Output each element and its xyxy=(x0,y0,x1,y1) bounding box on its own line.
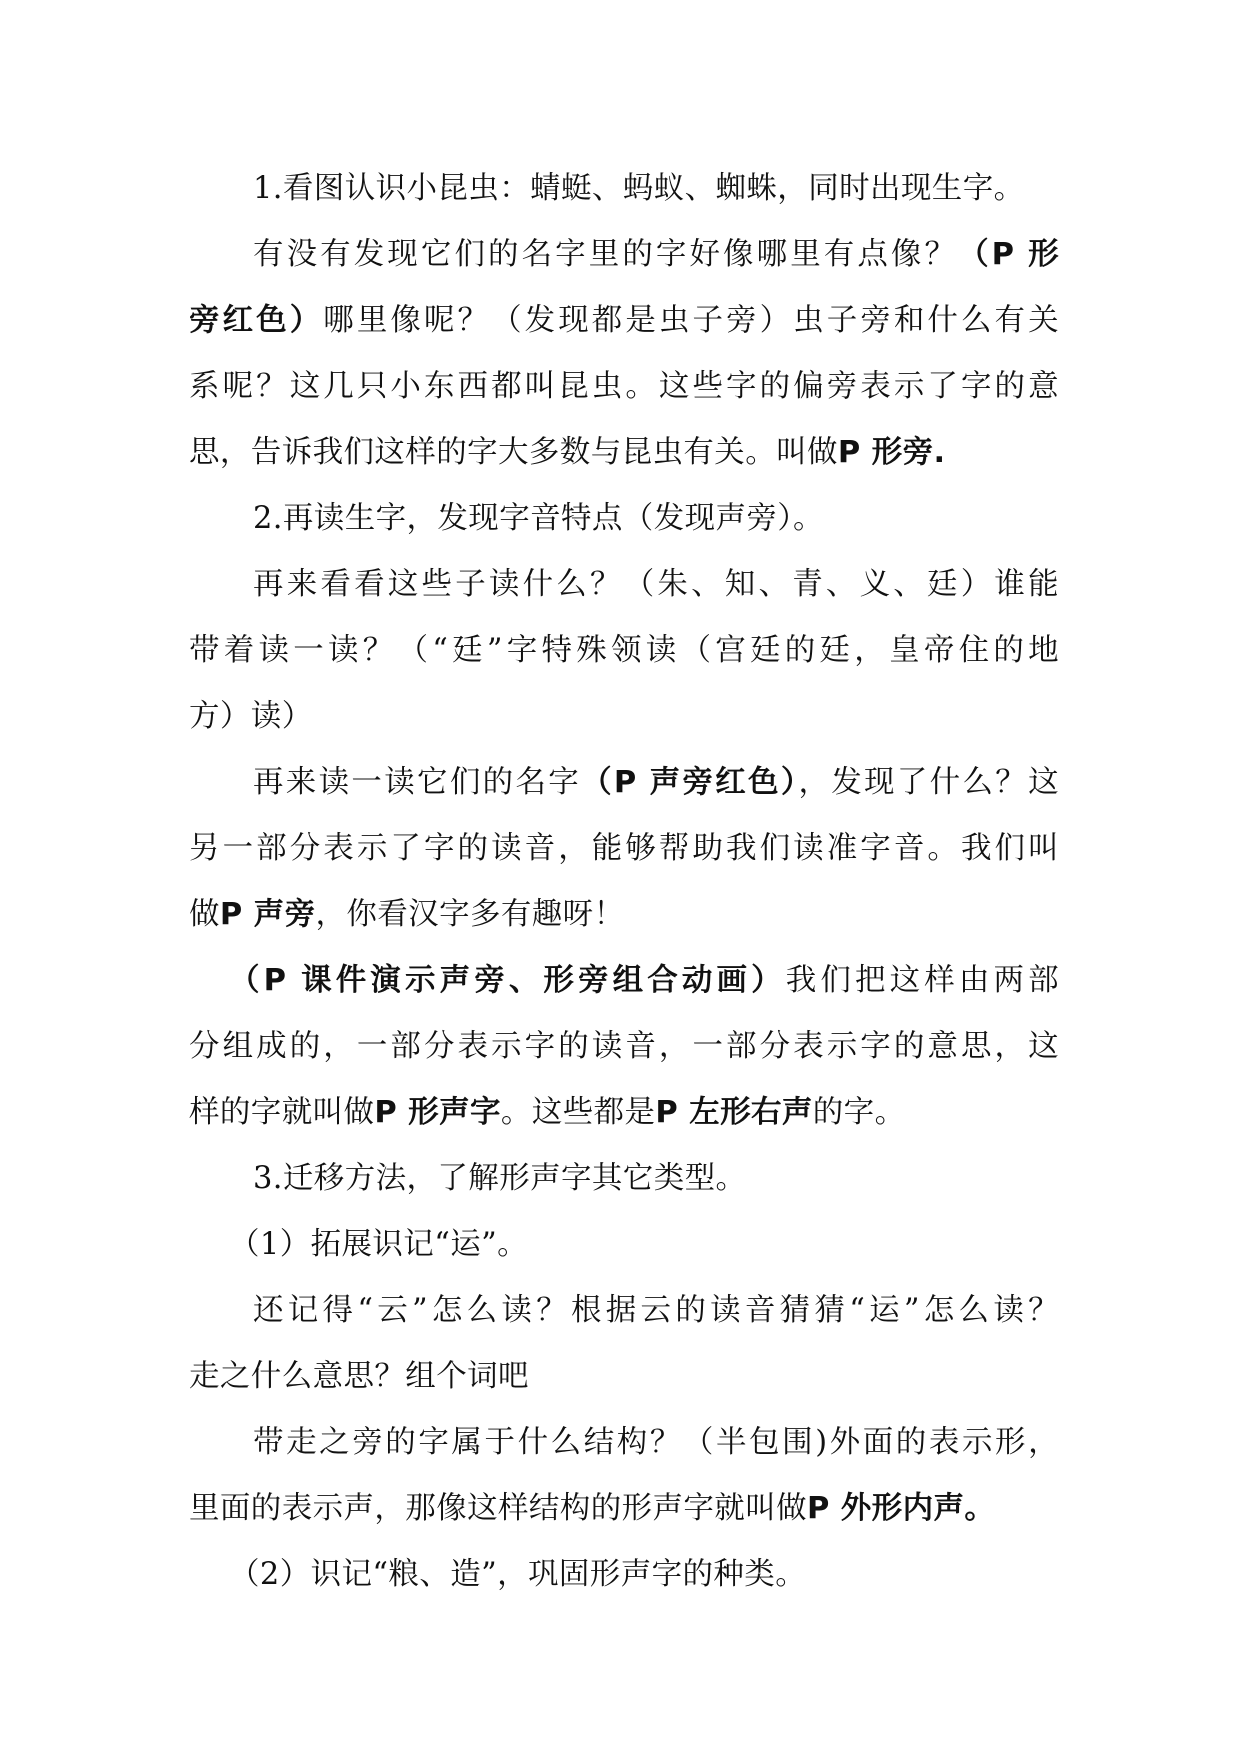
paragraph-line xyxy=(189,1410,1059,1476)
paragraph-line xyxy=(189,816,1059,882)
bold-text-run: P 外形内声。 xyxy=(807,1491,996,1526)
paragraph-line xyxy=(189,1212,1059,1278)
text-run: 的字。 xyxy=(812,1095,906,1130)
text-run: 还记得“云”怎么读？根据云的读音猜猜“运”怎么读？ xyxy=(253,1293,1059,1328)
text-run: ，你看汉字多有趣呀！ xyxy=(315,897,625,932)
paragraph-line xyxy=(189,288,1059,354)
text-run: 走之什么意思？组个词吧 xyxy=(189,1359,529,1394)
bold-text-run: （P 课件演示声旁、形旁组合动画） xyxy=(229,963,786,998)
bold-text-run: 旁红色） xyxy=(189,303,324,338)
text-run: 带着读一读？（“廷”字特殊领读（宫廷的廷，皇帝住的地 xyxy=(189,633,1059,668)
text-run: （2）识记“粮、造”，巩固形声字的种类。 xyxy=(229,1557,807,1592)
paragraph-line xyxy=(189,1146,1059,1212)
text-run: 方）读） xyxy=(189,699,313,734)
text-run: 样的字就叫做 xyxy=(189,1095,375,1130)
paragraph-line xyxy=(189,1542,1059,1608)
text-run: ，发现了什么？这 xyxy=(798,765,1060,800)
text-run: 哪里像呢？（发现都是虫子旁）虫子旁和什么有关 xyxy=(323,303,1059,338)
paragraph-line xyxy=(189,222,1059,288)
text-run: 有没有发现它们的名字里的字好像哪里有点像？ xyxy=(253,237,959,272)
paragraph-line xyxy=(189,1344,1059,1410)
paragraph-line xyxy=(189,420,1059,486)
paragraph-line xyxy=(189,684,1059,750)
text-run: 系呢？这几只小东西都叫昆虫。这些字的偏旁表示了字的意 xyxy=(189,369,1059,404)
text-run: 再来看看这些子读什么？（朱、知、青、义、廷）谁能 xyxy=(253,567,1059,602)
bold-text-run: P 左形右声 xyxy=(655,1095,813,1130)
paragraph-line xyxy=(189,1476,1059,1542)
paragraph-line xyxy=(189,750,1059,816)
text-run: 另一部分表示了字的读音，能够帮助我们读准字音。我们叫 xyxy=(189,831,1059,866)
text-run: 里面的表示声，那像这样结构的形声字就叫做 xyxy=(189,1491,807,1526)
bold-text-run: （P 声旁红色） xyxy=(581,765,799,800)
text-run: 再来读一读它们的名字 xyxy=(253,765,582,800)
text-run: 2.再读生字，发现字音特点（发现声旁）。 xyxy=(253,501,824,536)
paragraph-line xyxy=(189,486,1059,552)
text-run: 我们把这样由两部 xyxy=(785,963,1059,998)
text-run: 带走之旁的字属于什么结构？（半包围)外面的表示形， xyxy=(253,1425,1059,1460)
paragraph-line xyxy=(189,948,1059,1014)
text-run: 分组成的，一部分表示字的读音，一部分表示字的意思，这 xyxy=(189,1029,1059,1064)
bold-text-run: （P 形 xyxy=(958,237,1059,272)
text-run: 。这些都是 xyxy=(500,1095,656,1130)
paragraph-line xyxy=(189,552,1059,618)
text-run: 做 xyxy=(189,897,220,932)
text-run: （1）拓展识记“运”。 xyxy=(229,1227,528,1262)
paragraph-line xyxy=(189,1080,1059,1146)
bold-text-run: P 形声字 xyxy=(374,1095,501,1130)
paragraph-line xyxy=(189,354,1059,420)
paragraph-line xyxy=(189,1014,1059,1080)
bold-text-run: P 声旁 xyxy=(219,897,316,932)
paragraph-line xyxy=(189,618,1059,684)
bold-text-run: P 形旁. xyxy=(837,435,946,470)
text-run: 思，告诉我们这样的字大多数与昆虫有关。叫做 xyxy=(189,435,838,470)
paragraph-line xyxy=(189,882,1059,948)
paragraph-line xyxy=(189,156,1059,222)
text-run: 3.迁移方法，了解形声字其它类型。 xyxy=(253,1161,747,1196)
document-body xyxy=(189,156,1059,1608)
paragraph-line xyxy=(189,1278,1059,1344)
text-run: 1.看图认识小昆虫：蜻蜓、蚂蚁、蜘蛛，同时出现生字。 xyxy=(253,171,1025,206)
